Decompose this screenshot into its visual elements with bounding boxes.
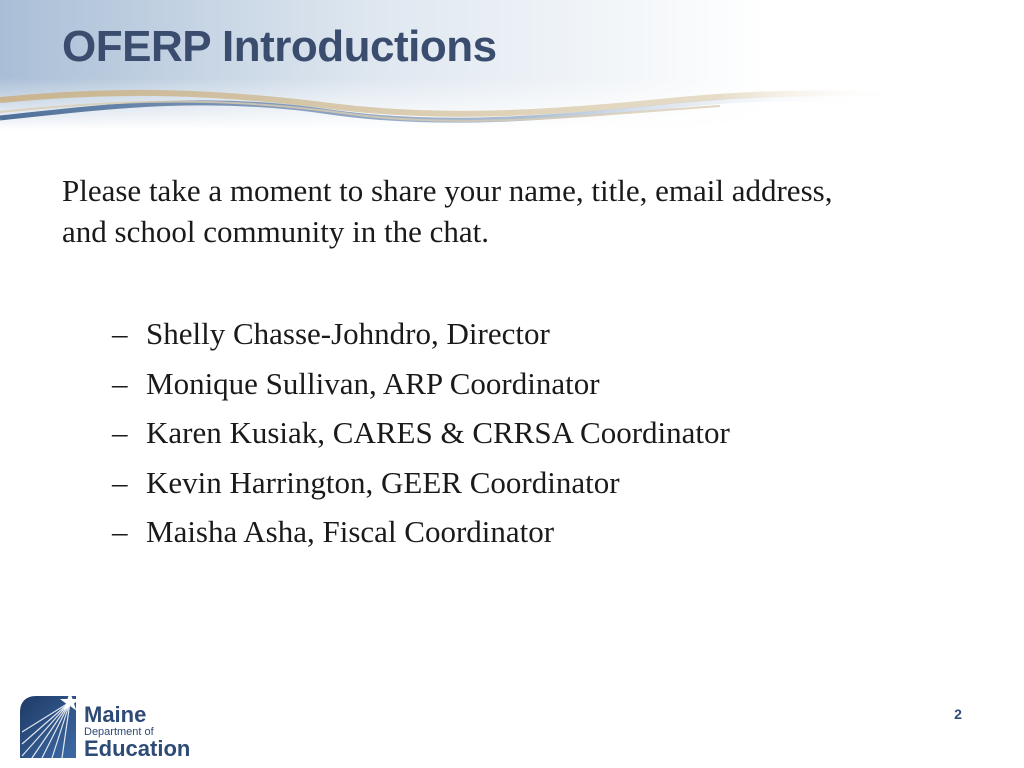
logo-line-department: Department of: [84, 726, 154, 738]
dash-marker: –: [112, 514, 128, 549]
logo-line-education: Education: [84, 736, 191, 761]
dash-marker: –: [112, 415, 128, 450]
dash-marker: –: [112, 464, 128, 500]
team-member-name: Monique Sullivan, ARP Coordinator: [146, 365, 600, 401]
logo-wordmark: [84, 704, 190, 760]
maine-doe-logo: [14, 690, 214, 760]
intro-line-1: Please take a moment to share your name, title, email address,: [62, 173, 833, 208]
list-item: [112, 507, 730, 557]
list-item: [112, 359, 730, 409]
slide-title: OFERP Introductions: [62, 22, 497, 71]
team-member-name: Maisha Asha, Fiscal Coordinator: [146, 514, 555, 549]
team-list: [112, 309, 730, 557]
team-member-name: Shelly Chasse-Johndro, Director: [146, 316, 550, 351]
star-rays-icon: [14, 690, 80, 760]
logo-line-maine: Maine: [84, 702, 147, 727]
team-member-name: Karen Kusiak, CARES & CRRSA Coordinator: [146, 415, 730, 450]
dash-marker: –: [112, 365, 128, 401]
page-number: 2: [954, 706, 962, 722]
team-member-name: Kevin Harrington, GEER Coordinator: [146, 464, 620, 500]
list-item: [112, 408, 730, 458]
dash-marker: –: [112, 316, 128, 351]
intro-paragraph: [62, 170, 962, 252]
list-item: [112, 309, 730, 359]
list-item: [112, 458, 730, 508]
intro-line-2: and school community in the chat.: [62, 214, 490, 249]
